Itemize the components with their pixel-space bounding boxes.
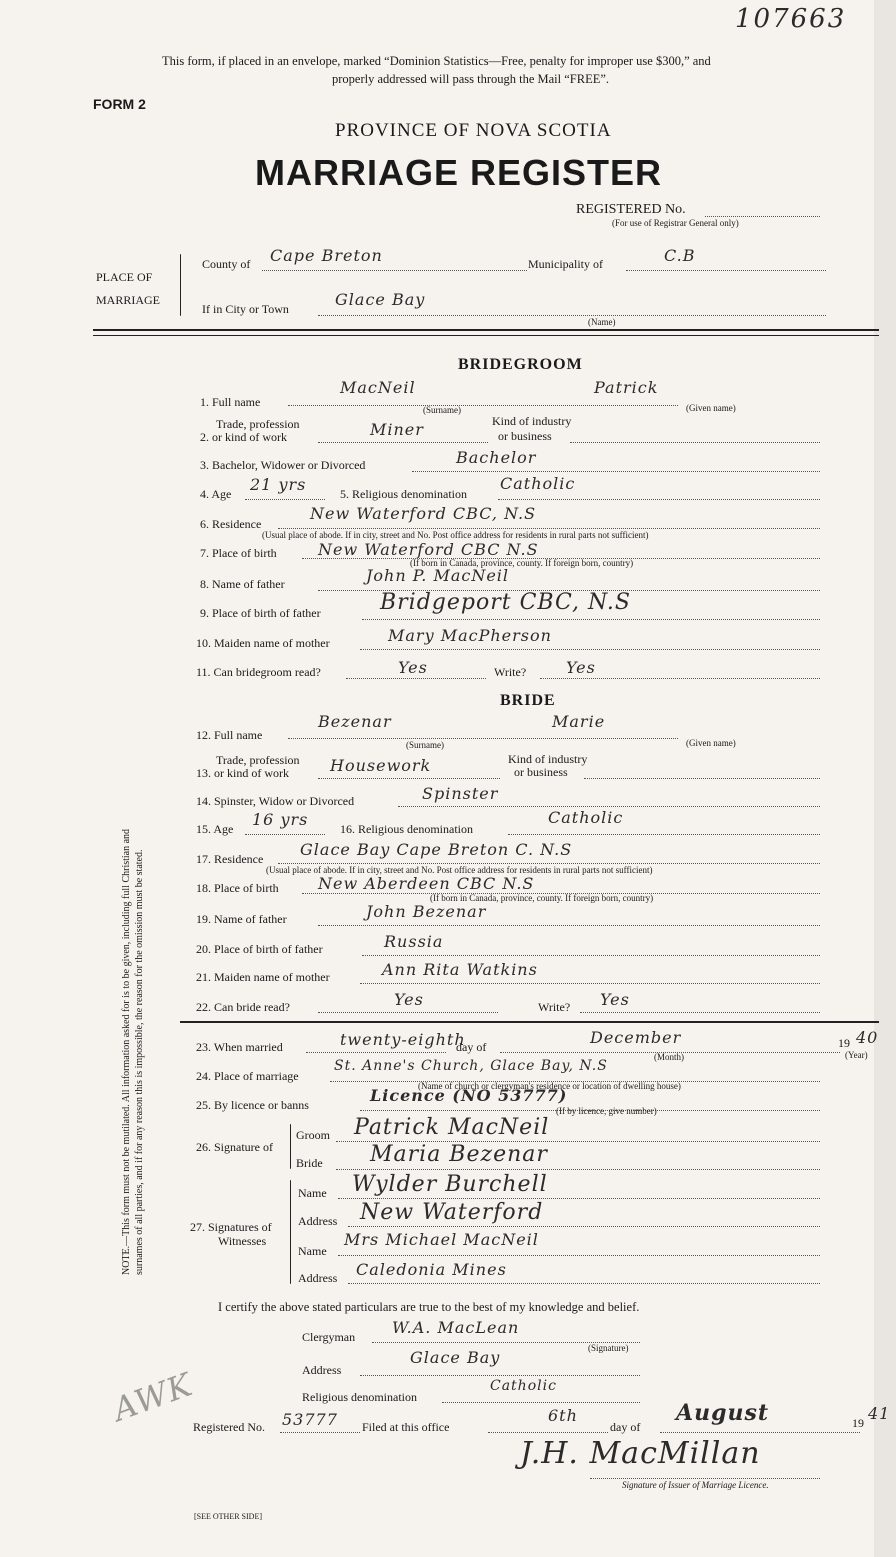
month-caption: (Month) [654,1052,684,1062]
groom-birth-caption: (If born in Canada, province, county. If foreign born, country) [410,558,634,568]
groom-mother-line [360,649,820,650]
registered-no-footer-line [280,1432,360,1433]
groom-father-label: 8. Name of father [200,577,285,591]
witness1-address-line [348,1226,820,1227]
place-of-marriage-value: St. Anne's Church, Glace Bay, N.S [334,1058,608,1074]
groom-age-label: 4. Age [200,487,232,501]
bride-residence-value: Glace Bay Cape Breton C. N.S [300,840,573,859]
bride-age-label: 15. Age [196,822,234,836]
year-prefix: 19 [838,1036,850,1050]
clergy-religion-value: Catholic [490,1378,557,1394]
bridegroom-heading: BRIDEGROOM [458,356,583,373]
margin-initials: AWK [107,1365,198,1429]
witness2-address-label: Address [298,1271,338,1285]
groom-age-value: 21 yrs [250,475,307,494]
bride-age-value: 16 yrs [252,810,309,829]
filed-year-prefix: 19 [852,1416,864,1430]
groom-status-line [412,471,820,472]
groom-sig-label: Groom [296,1128,330,1142]
place-label-line1: PLACE OF [96,270,153,284]
clergy-religion-label: Religious denomination [302,1390,417,1404]
witness2-name-line [338,1255,820,1256]
clergyman-label: Clergyman [302,1330,356,1344]
groom-mother-label: 10. Maiden name of mother [196,636,330,650]
city-value: Glace Bay [335,290,426,309]
groom-religion-line [498,499,820,500]
bride-mother-label: 21. Maiden name of mother [196,970,330,984]
clergyman-signature: W.A. MacLean [392,1318,520,1337]
witness1-name: Wylder Burchell [352,1172,548,1197]
groom-status-label: 3. Bachelor, Widower or Divorced [200,458,366,472]
bride-write-label: Write? [538,1000,571,1014]
married-day-value: twenty-eighth [340,1030,466,1049]
city-label: If in City or Town [202,302,289,316]
married-day-line [306,1052,446,1053]
bride-fullname-label: 12. Full name [196,728,263,742]
divider-2 [180,1021,879,1023]
filed-month-value: August [676,1400,769,1426]
certification-text: I certify the above stated particulars are true to the best of my knowledge and belief. [218,1300,640,1314]
issuer-caption: Signature of Issuer of Marriage Licence. [622,1480,769,1490]
bride-write-line [580,1012,820,1013]
place-brace [180,254,181,316]
issuer-signature: J.H. MacMillan [520,1436,761,1471]
groom-given-value: Patrick [594,378,659,397]
registered-no-line [705,216,820,217]
bride-industry-label-b: or business [514,765,568,779]
bride-trade-value: Housework [330,756,432,775]
bride-birth-caption: (If born in Canada, province, county. If foreign born, country) [430,893,654,903]
groom-residence-caption: (Usual place of abode. If in city, street and No. Post office address for residents in rural parts not sufficient) [262,530,649,540]
bride-birth-value: New Aberdeen CBC N.S [318,874,535,893]
place-of-marriage-caption: (Name of church or clergyman's residence or location of dwelling house) [418,1081,681,1091]
filed-month-line [660,1432,860,1433]
bride-age-line [245,834,325,835]
margin-note-line2: surnames of all parties, and if for any reason this is impossible, the reason for the omission must be stated. [134,849,145,1275]
registrar-note: (For use of Registrar General only) [612,218,739,228]
clergy-address-line [360,1375,640,1376]
county-value: Cape Breton [270,246,383,265]
groom-fullname-line [288,405,678,406]
registered-no-label: REGISTERED No. [576,202,686,217]
when-married-label: 23. When married [196,1040,283,1054]
licence-label: 25. By licence or banns [196,1098,309,1112]
groom-religion-value: Catholic [500,474,576,493]
bride-given-value: Marie [552,712,606,731]
witness2-address: Caledonia Mines [356,1260,507,1279]
witness2-address-line [348,1283,820,1284]
groom-trade-label-b: 2. or kind of work [200,430,287,444]
groom-read-value: Yes [398,658,428,677]
divider-1 [93,329,879,331]
bride-father-line [318,925,820,926]
bride-trade-label-b: 13. or kind of work [196,766,289,780]
bride-sig-label: Bride [296,1156,323,1170]
groom-residence-label: 6. Residence [200,517,262,531]
bride-status-value: Spinster [422,784,499,803]
postal-notice-line2: properly addressed will pass through the Mail “FREE”. [332,72,610,86]
bride-industry-label-a: Kind of industry [508,752,588,766]
clergy-address-value: Glace Bay [410,1348,501,1367]
groom-trade-value: Miner [370,420,424,439]
scan-edge [874,0,896,1557]
bride-read-value: Yes [394,990,424,1009]
bride-mother-line [360,983,820,984]
bride-write-value: Yes [600,990,630,1009]
licence-value: Licence (NO 53777) [370,1086,568,1105]
witness-brace [290,1180,291,1284]
bride-signature: Maria Bezenar [370,1142,548,1167]
groom-write-line [540,678,820,679]
groom-father-value: John P. MacNeil [366,566,510,585]
groom-industry-label-a: Kind of industry [492,414,572,428]
bride-religion-value: Catholic [548,808,624,827]
bride-surname-value: Bezenar [318,712,392,731]
bride-industry-line [584,778,820,779]
municipality-value: C.B [664,246,696,265]
bride-residence-line [278,863,820,864]
register-title: MARRIAGE REGISTER [255,152,663,193]
bride-mother-value: Ann Rita Watkins [382,960,538,979]
witness1-address: New Waterford [360,1200,544,1225]
groom-residence-line [278,528,820,529]
groom-mother-value: Mary MacPherson [388,626,552,645]
clergy-religion-line [442,1402,640,1403]
registered-no-value: 53777 [282,1410,338,1429]
bride-trade-line [318,778,500,779]
groom-age-line [245,499,325,500]
county-label: County of [202,257,251,271]
groom-religion-label: 5. Religious denomination [340,487,467,501]
bride-fullname-line [288,738,678,739]
groom-industry-label-b: or business [498,429,552,443]
witness2-name: Mrs Michael MacNeil [344,1230,539,1249]
groom-trade-label-a: Trade, profession [216,417,300,431]
bride-father-label: 19. Name of father [196,912,287,926]
groom-read-line [346,678,486,679]
name-caption: (Name) [588,317,616,327]
groom-write-value: Yes [566,658,596,677]
bride-father-birth-label: 20. Place of birth of father [196,942,323,956]
clergy-address-label: Address [302,1363,342,1377]
married-dayof-label: day of [456,1040,487,1054]
place-of-marriage-label: 24. Place of marriage [196,1069,299,1083]
bride-read-line [318,1012,498,1013]
bride-residence-label: 17. Residence [196,852,264,866]
groom-given-caption: (Given name) [686,403,736,413]
bride-sig-line [336,1169,820,1170]
bride-heading: BRIDE [500,692,556,709]
place-label-line2: MARRIAGE [96,293,161,307]
bride-religion-label: 16. Religious denomination [340,822,473,836]
witness1-address-label: Address [298,1214,338,1228]
see-other-side: [SEE OTHER SIDE] [194,1512,262,1521]
filed-dayof-label: day of [610,1420,641,1434]
witness1-name-label: Name [298,1186,327,1200]
issuer-line [590,1478,820,1479]
bride-read-label: 22. Can bride read? [196,1000,290,1014]
county-line [262,270,527,271]
groom-birth-label: 7. Place of birth [200,546,277,560]
married-month-value: December [590,1028,682,1047]
groom-father-birth-line [362,619,820,620]
province-title: PROVINCE OF NOVA SCOTIA [335,120,612,141]
document-number: 107663 [735,4,847,34]
municipality-label: Municipality of [528,257,603,271]
margin-note [120,595,146,1275]
groom-write-label: Write? [494,665,527,679]
postal-notice-line1: This form, if placed in an envelope, marked “Dominion Statistics—Free, penalty for improper use $300,” and [162,54,711,68]
city-line [318,315,826,316]
groom-fullname-label: 1. Full name [200,395,261,409]
witness-signatures-label: 27. Signatures of [190,1220,272,1234]
bride-surname-caption: (Surname) [406,740,444,750]
groom-father-birth-label: 9. Place of birth of father [200,606,321,620]
signature-brace [290,1124,291,1169]
municipality-line [626,270,826,271]
bride-father-value: John Bezenar [366,902,487,921]
witness2-name-label: Name [298,1244,327,1258]
witnesses-label: Witnesses [218,1234,267,1248]
bride-birth-label: 18. Place of birth [196,881,279,895]
groom-status-value: Bachelor [456,448,537,467]
registered-no-footer-label: Registered No. [193,1420,265,1434]
married-year-value: 40 [856,1028,879,1047]
bride-status-line [398,806,820,807]
form-label: FORM 2 [93,96,146,112]
divider-1b [93,335,879,336]
signature-caption: (Signature) [588,1343,629,1353]
signature-of-label: 26. Signature of [196,1140,273,1154]
groom-read-label: 11. Can bridegroom read? [196,665,321,679]
groom-father-birth-value: Bridgeport CBC, N.S [380,590,631,615]
bride-status-label: 14. Spinster, Widow or Divorced [196,794,355,808]
licence-caption: (If by licence, give number) [556,1106,657,1116]
groom-trade-line [318,442,488,443]
groom-surname-caption: (Surname) [423,405,461,415]
filed-label: Filed at this office [362,1420,450,1434]
bride-father-birth-value: Russia [384,932,444,951]
witness1-name-line [338,1198,820,1199]
groom-surname-value: MacNeil [340,378,416,397]
bride-trade-label-a: Trade, profession [216,753,300,767]
filed-day-line [488,1432,608,1433]
groom-signature: Patrick MacNeil [354,1115,550,1140]
bride-given-caption: (Given name) [686,738,736,748]
groom-industry-line [570,442,820,443]
margin-note-line1: NOTE.—This form must not be mutilated. All information asked for is to be given, including full Christian and [121,828,132,1275]
groom-residence-value: New Waterford CBC, N.S [310,504,537,523]
filed-day-value: 6th [548,1406,578,1425]
year-caption: (Year) [845,1050,868,1060]
bride-residence-caption: (Usual place of abode. If in city, street and No. Post office address for residents in rural parts not sufficient) [266,865,653,875]
filed-year-value: 41 [868,1404,891,1423]
groom-birth-value: New Waterford CBC N.S [318,540,539,559]
bride-father-birth-line [362,955,820,956]
bride-religion-line [508,834,820,835]
